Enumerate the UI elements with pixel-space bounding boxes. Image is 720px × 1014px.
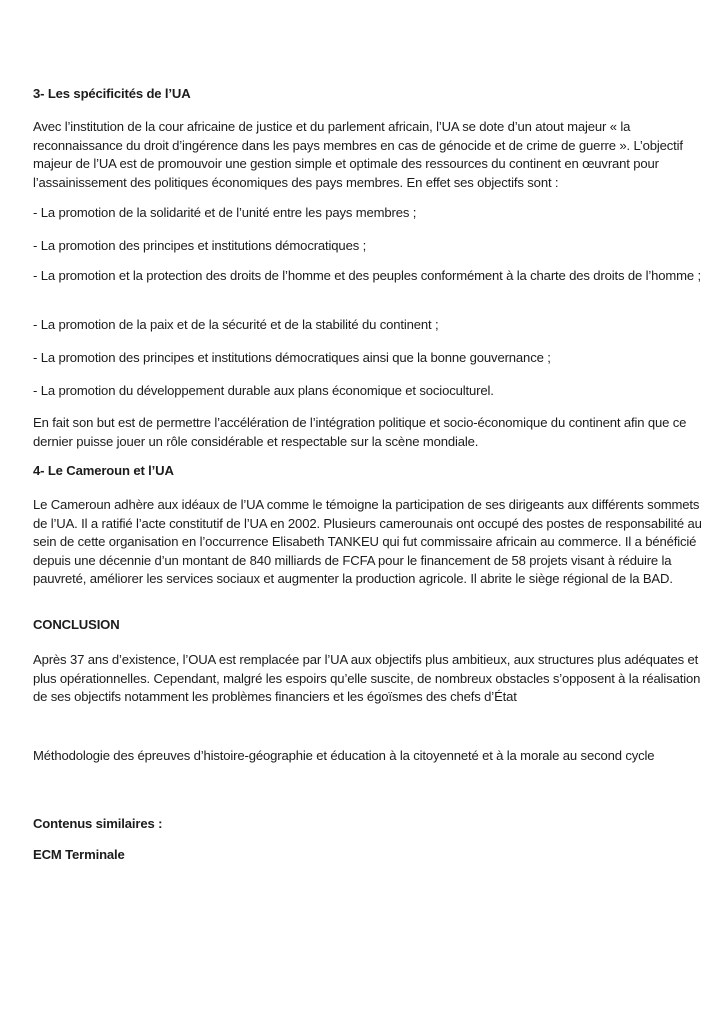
conclusion-paragraph: Après 37 ans d’existence, l’OUA est remplacée par l’UA aux objectifs plus ambitieux, aux structures plus adéquates et plus opérationnelles. Cependant, malgré les espoirs qu’elle suscite, de nombreux obstacles s’opposent à la réalisation de ses objectifs notamment les problèmes financiers et les égoïsmes des chefs d’État: [33, 652, 701, 704]
section4-heading: 4- Le Cameroun et l’UA: [33, 463, 174, 478]
objective-item: - La promotion des principes et institutions démocratiques ;: [33, 238, 367, 253]
similar-content-item: ECM Terminale: [33, 847, 125, 862]
section3-intro-paragraph: Avec l’institution de la cour africaine de justice et du parlement africain, l’UA se dote d’un atout majeur « la reconnaissance du droit d’ingérence dans les pays membres en cas de génocide et de crime de guerre ». L’objectif majeur de l’UA est de promouvoir une gestion simple et optimale des ressources du continent en œuvrant pour l’assainissement des politiques économiques des pays membres. En effet ses objectifs sont :: [33, 119, 683, 190]
conclusion-heading: CONCLUSION: [33, 617, 120, 632]
objective-item: - La promotion du développement durable aux plans économique et socioculturel.: [33, 383, 494, 398]
section4-paragraph: Le Cameroun adhère aux idéaux de l’UA comme le témoigne la participation de ses dirigeants aux différents sommets de l’UA. Il a ratifié l’acte constitutif de l’UA en 2002. Plusieurs camerounais ont occupé des postes de responsabilité au sein de cette organisation en l’occurrence Elisabeth TANKEU qui fut commissaire africain au commerce. Il a bénéficié depuis une décennie d’un montant de 840 milliards de FCFA pour le financement de 58 projets visant à réduire la pauvreté, améliorer les services sociaux et augmenter la production agricole. Il abrite le siège régional de la BAD.: [33, 497, 702, 586]
objective-item: - La promotion et la protection des droits de l’homme et des peuples conformément à la charte des droits de l’homme ;: [33, 268, 702, 283]
section3-heading: 3- Les spécificités de l’UA: [33, 86, 191, 101]
section3-summary-paragraph: En fait son but est de permettre l’accélération de l’intégration politique et socio-économique du continent afin que ce dernier puisse jouer un rôle considérable et respectable sur la scène mondiale.: [33, 415, 687, 449]
similar-contents-heading: Contenus similaires :: [33, 816, 163, 831]
objective-item: - La promotion de la solidarité et de l’unité entre les pays membres ;: [33, 205, 417, 220]
objective-item: - La promotion des principes et institutions démocratiques ainsi que la bonne gouvernance ;: [33, 350, 551, 365]
methodology-note: Méthodologie des épreuves d’histoire-géographie et éducation à la citoyenneté et à la morale au second cycle: [33, 748, 655, 763]
objective-item: - La promotion de la paix et de la sécurité et de la stabilité du continent ;: [33, 317, 439, 332]
